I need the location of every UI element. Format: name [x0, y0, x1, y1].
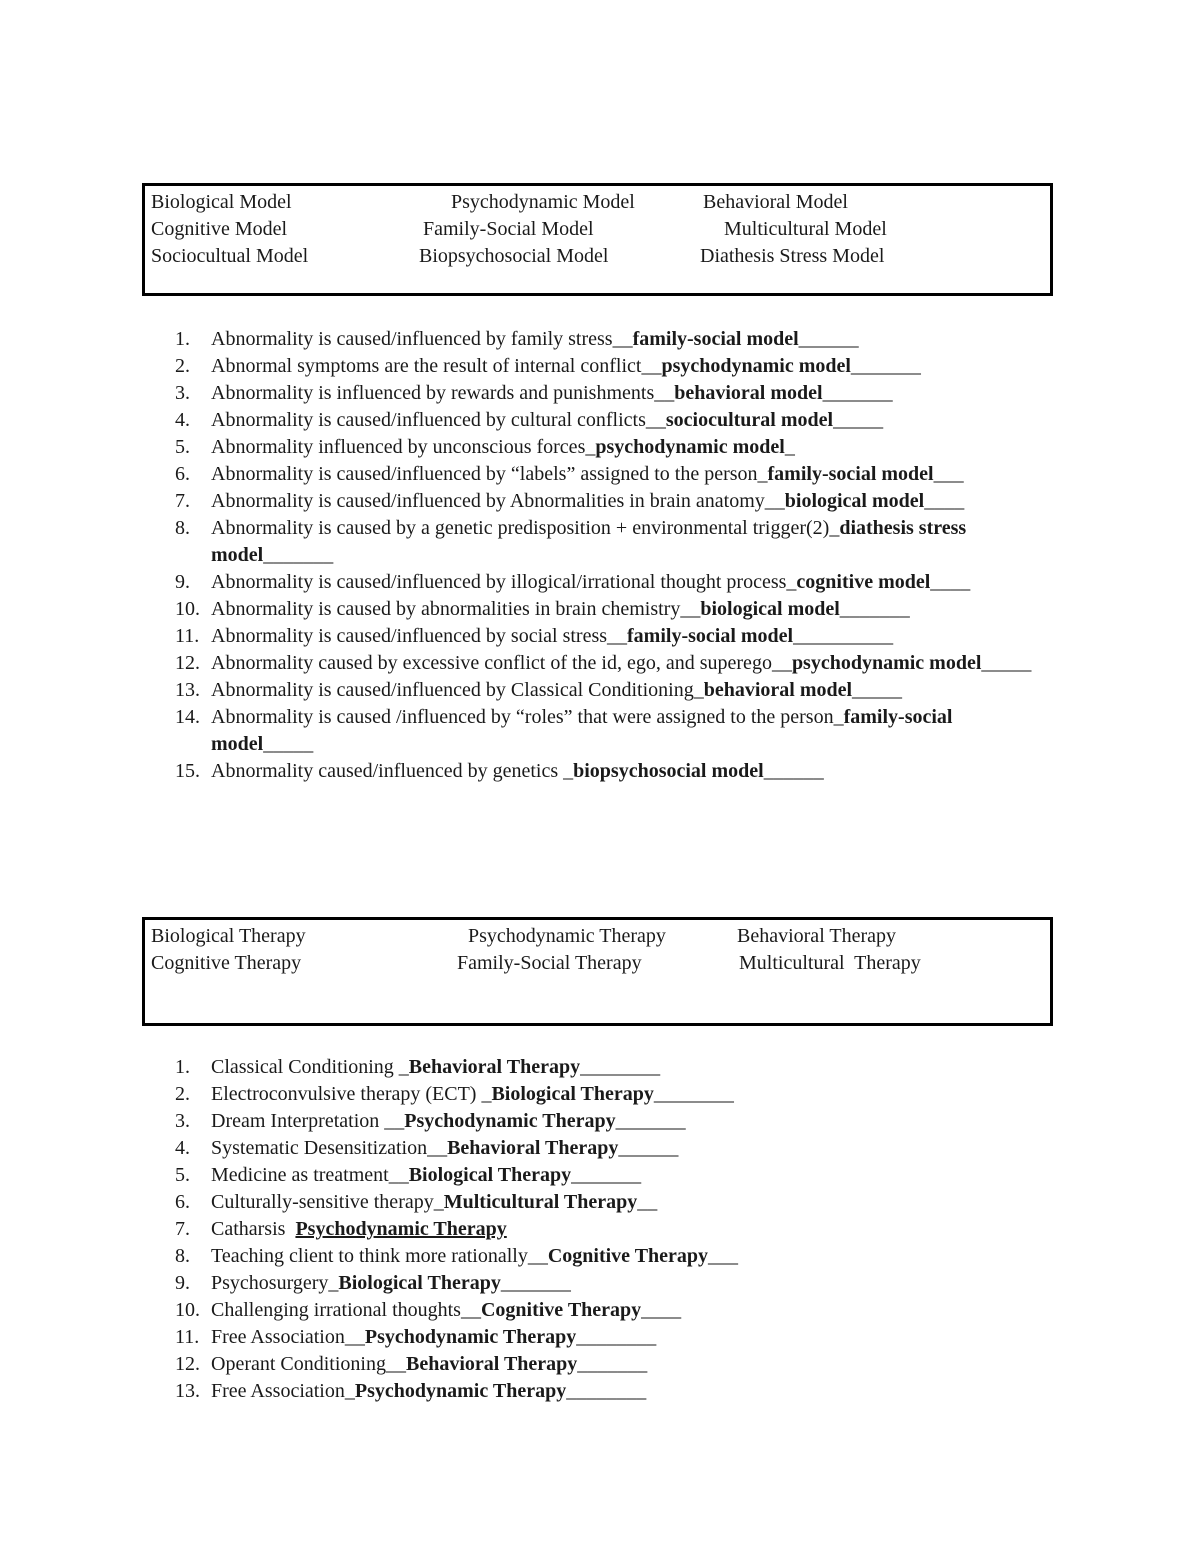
therapies-word-bank — [142, 917, 1053, 1026]
model-option: Biological Model — [151, 191, 292, 213]
item-answer: psychodynamic model — [661, 355, 851, 377]
item-prompt: Classical Conditioning _ — [211, 1056, 409, 1078]
list-item — [175, 623, 1055, 650]
item-answer: behavioral model — [703, 679, 853, 701]
item-answer: behavioral model — [674, 382, 823, 404]
item-answer: Psychodynamic Therapy — [364, 1326, 577, 1348]
list-item — [175, 1081, 1055, 1108]
item-answer: diathesis stress model — [211, 517, 967, 566]
item-blank: ________ — [653, 1083, 734, 1105]
item-blank: ________ — [566, 1380, 647, 1402]
item-prompt: Abnormality is caused/influenced by social stress__ — [211, 625, 628, 647]
item-blank: _____ — [852, 679, 903, 701]
list-item — [175, 488, 1055, 515]
list-item — [175, 1135, 1055, 1162]
item-prompt: Culturally-sensitive therapy_ — [211, 1191, 444, 1213]
item-blank: ______ — [763, 760, 824, 782]
item-answer: Cognitive Therapy — [547, 1245, 709, 1267]
item-number: 6. — [175, 1191, 190, 1213]
therapy-option: Cognitive Therapy — [151, 952, 302, 974]
item-number: 9. — [175, 571, 190, 593]
item-blank: ________ — [580, 1056, 661, 1078]
item-answer: sociocultural model — [665, 409, 834, 431]
item-answer: biopsychosocial model — [573, 760, 764, 782]
item-answer: Biological Therapy — [408, 1164, 572, 1186]
item-number: 11. — [175, 1326, 200, 1348]
list-item — [175, 704, 1055, 758]
item-blank: _____ — [981, 652, 1032, 674]
item-number: 12. — [175, 652, 200, 674]
item-prompt: Abnormal symptoms are the result of internal conflict__ — [211, 355, 662, 377]
item-number: 10. — [175, 1299, 200, 1321]
list-item — [175, 1216, 1055, 1243]
item-blank: ________ — [576, 1326, 657, 1348]
item-prompt: Abnormality is influenced by rewards and punishments__ — [211, 382, 675, 404]
item-number: 13. — [175, 679, 200, 701]
item-prompt: Abnormality is caused/influenced by family stress__ — [211, 328, 633, 350]
item-blank: _ — [784, 436, 795, 458]
item-prompt: Free Association__ — [211, 1326, 365, 1348]
item-number: 12. — [175, 1353, 200, 1375]
item-blank: ____ — [641, 1299, 682, 1321]
item-blank: _______ — [850, 355, 921, 377]
model-option: Biopsychosocial Model — [419, 245, 609, 267]
list-item — [175, 1108, 1055, 1135]
item-number: 3. — [175, 1110, 190, 1132]
item-blank: _______ — [571, 1164, 642, 1186]
item-answer: Behavioral Therapy — [447, 1137, 619, 1159]
item-number: 14. — [175, 706, 200, 728]
item-prompt: Abnormality is caused /influenced by “roles” that were assigned to the person_ — [211, 706, 844, 728]
item-number: 8. — [175, 1245, 190, 1267]
item-prompt: Systematic Desensitization__ — [211, 1137, 448, 1159]
item-answer: biological model — [700, 598, 840, 620]
item-number: 2. — [175, 355, 190, 377]
models-word-bank — [142, 183, 1053, 296]
item-answer: biological model — [784, 490, 925, 512]
model-option: Behavioral Model — [703, 191, 848, 213]
item-prompt: Abnormality is caused/influenced by illogical/irrational thought process_ — [211, 571, 797, 593]
item-answer: family-social model — [632, 328, 799, 350]
therapy-question-list — [175, 1054, 1055, 1405]
list-item — [175, 1054, 1055, 1081]
list-item — [175, 353, 1055, 380]
list-item — [175, 1324, 1055, 1351]
item-blank: __________ — [793, 625, 894, 647]
therapy-option: Psychodynamic Therapy — [468, 925, 666, 947]
list-item — [175, 650, 1055, 677]
list-item — [175, 1351, 1055, 1378]
item-answer: family-social model — [627, 625, 794, 647]
item-prompt: Abnormality is caused/influenced by Classical Conditioning_ — [211, 679, 704, 701]
list-item — [175, 1270, 1055, 1297]
item-blank: _____ — [263, 733, 314, 755]
model-option: Psychodynamic Model — [451, 191, 635, 213]
item-blank: _______ — [822, 382, 893, 404]
item-prompt: Abnormality caused/influenced by genetics _ — [211, 760, 574, 782]
item-prompt: Abnormality is caused/influenced by cultural conflicts__ — [211, 409, 666, 431]
item-number: 13. — [175, 1380, 200, 1402]
item-blank: ___ — [933, 463, 964, 485]
item-prompt: Teaching client to think more rationally__ — [211, 1245, 548, 1267]
item-blank: ___ — [708, 1245, 739, 1267]
item-blank: ____ — [924, 490, 965, 512]
list-item — [175, 596, 1055, 623]
item-blank: __ — [637, 1191, 658, 1213]
item-prompt: Abnormality is caused by a genetic predisposition + environmental trigger(2)_ — [211, 517, 840, 539]
item-blank: _______ — [839, 598, 910, 620]
list-item — [175, 1162, 1055, 1189]
item-blank: ______ — [618, 1137, 679, 1159]
list-item — [175, 1378, 1055, 1405]
item-blank: ____ — [930, 571, 971, 593]
item-number: 5. — [175, 1164, 190, 1186]
list-item — [175, 461, 1055, 488]
item-prompt: Abnormality is caused/influenced by Abnormalities in brain anatomy__ — [211, 490, 785, 512]
list-item — [175, 407, 1055, 434]
model-option: Multicultural Model — [724, 218, 887, 240]
item-blank: _______ — [577, 1353, 648, 1375]
item-prompt: Challenging irrational thoughts__ — [211, 1299, 481, 1321]
item-prompt: Abnormality influenced by unconscious forces_ — [211, 436, 596, 458]
item-number: 6. — [175, 463, 190, 485]
item-number: 4. — [175, 1137, 190, 1159]
model-option: Diathesis Stress Model — [700, 245, 885, 267]
item-number: 3. — [175, 382, 190, 404]
item-number: 9. — [175, 1272, 190, 1294]
therapy-option: Biological Therapy — [151, 925, 306, 947]
list-item — [175, 326, 1055, 353]
item-answer: Psychodynamic Therapy — [295, 1218, 507, 1240]
list-item — [175, 569, 1055, 596]
item-answer: Behavioral Therapy — [405, 1353, 578, 1375]
item-blank: _______ — [615, 1110, 686, 1132]
model-option: Sociocultual Model — [151, 245, 309, 267]
therapy-option: Multicultural Therapy — [739, 952, 921, 974]
list-item — [175, 515, 1055, 569]
item-number: 5. — [175, 436, 190, 458]
item-number: 4. — [175, 409, 190, 431]
item-prompt: Operant Conditioning__ — [211, 1353, 406, 1375]
therapy-option: Behavioral Therapy — [737, 925, 897, 947]
item-prompt: Abnormality is caused by abnormalities in brain chemistry__ — [211, 598, 701, 620]
model-option: Cognitive Model — [151, 218, 288, 240]
item-prompt: Psychosurgery_ — [211, 1272, 339, 1294]
item-answer: psychodynamic model — [791, 652, 982, 674]
item-number: 15. — [175, 760, 200, 782]
item-number: 11. — [175, 625, 200, 647]
item-number: 1. — [175, 1056, 190, 1078]
item-answer: family-social model — [211, 706, 953, 755]
item-answer: Multicultural Therapy — [443, 1191, 638, 1213]
item-prompt: Medicine as treatment__ — [211, 1164, 409, 1186]
item-answer: Cognitive Therapy — [480, 1299, 642, 1321]
model-option: Family-Social Model — [423, 218, 594, 240]
item-number: 2. — [175, 1083, 190, 1105]
item-answer: Biological Therapy — [491, 1083, 654, 1105]
item-answer: psychodynamic model — [595, 436, 785, 458]
list-item — [175, 1189, 1055, 1216]
model-question-list — [175, 326, 1055, 785]
item-blank: ______ — [798, 328, 859, 350]
item-answer: Psychodynamic Therapy — [404, 1110, 616, 1132]
item-prompt: Free Association_ — [211, 1380, 355, 1402]
list-item — [175, 677, 1055, 704]
list-item — [175, 1297, 1055, 1324]
item-answer: family-social model — [767, 463, 934, 485]
item-answer: Behavioral Therapy — [408, 1056, 581, 1078]
list-item — [175, 1243, 1055, 1270]
item-blank: _______ — [263, 544, 334, 566]
item-prompt: Electroconvulsive therapy (ECT) _ — [211, 1083, 492, 1105]
list-item — [175, 380, 1055, 407]
therapy-option: Family-Social Therapy — [457, 952, 642, 974]
list-item — [175, 758, 1055, 785]
item-number: 10. — [175, 598, 200, 620]
item-number: 1. — [175, 328, 190, 350]
item-prompt: Abnormality is caused/influenced by “labels” assigned to the person_ — [211, 463, 768, 485]
item-answer: cognitive model — [796, 571, 931, 593]
item-prompt: Catharsis — [211, 1218, 296, 1240]
item-number: 7. — [175, 490, 190, 512]
item-blank: _____ — [833, 409, 884, 431]
item-answer: Biological Therapy — [338, 1272, 501, 1294]
item-blank: _______ — [500, 1272, 571, 1294]
item-prompt: Abnormality caused by excessive conflict of the id, ego, and superego__ — [211, 652, 792, 674]
item-answer: Psychodynamic Therapy — [354, 1380, 567, 1402]
list-item — [175, 434, 1055, 461]
item-number: 8. — [175, 517, 190, 539]
item-number: 7. — [175, 1218, 190, 1240]
item-prompt: Dream Interpretation __ — [211, 1110, 405, 1132]
